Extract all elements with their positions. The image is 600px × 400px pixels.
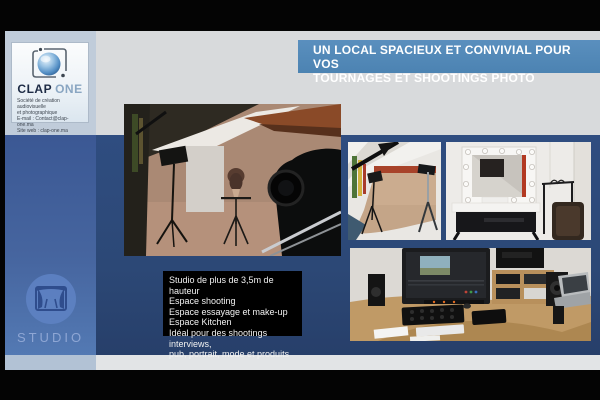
feature-line-3: Espace essayage et make-up (169, 306, 288, 317)
features-text-box (163, 271, 302, 360)
sidebar-section (5, 274, 96, 345)
company-website: Site web : clap-one.ma (17, 128, 68, 134)
slide-title-banner (298, 40, 600, 85)
company-email: E-mail : Contact@clap-one.ma (17, 116, 69, 128)
editing-workstation-photo (350, 248, 591, 341)
makeup-vanity-photo (446, 142, 591, 240)
stage-curtain-icon (26, 274, 76, 324)
slide (5, 31, 600, 370)
company-logo-card (12, 43, 88, 134)
footer-strip-sidebar (5, 355, 96, 370)
company-details (12, 96, 88, 134)
sidebar-section-label: STUDIO (16, 330, 85, 345)
backdrop-studio-photo (348, 142, 441, 240)
company-tagline-line2: et photographique (17, 110, 58, 116)
company-tagline-line1: Société de création audiovisuelle (17, 98, 60, 110)
brand-name-primary: CLAP (17, 82, 53, 96)
main-studio-photo (124, 104, 341, 256)
brand-name-secondary: ONE (55, 82, 83, 96)
feature-line-4: Espace Kitchen (169, 317, 232, 328)
feature-line-6: pub, portrait, mode et produits (169, 349, 290, 360)
camera-lens-logo-icon (30, 47, 70, 81)
feature-line-1: Studio de plus de 3,5m de hauteur (169, 275, 274, 296)
brand-name (12, 82, 88, 96)
feature-line-5: Idéal pour des shootings interviews, (169, 327, 268, 349)
feature-line-2: Espace shooting (169, 296, 236, 307)
slide-title-line1: UN LOCAL SPACIEUX ET CONVIVIAL POUR VOS (313, 43, 571, 71)
slide-title-line2: TOURNAGES ET SHOOTINGS PHOTO (313, 71, 535, 85)
